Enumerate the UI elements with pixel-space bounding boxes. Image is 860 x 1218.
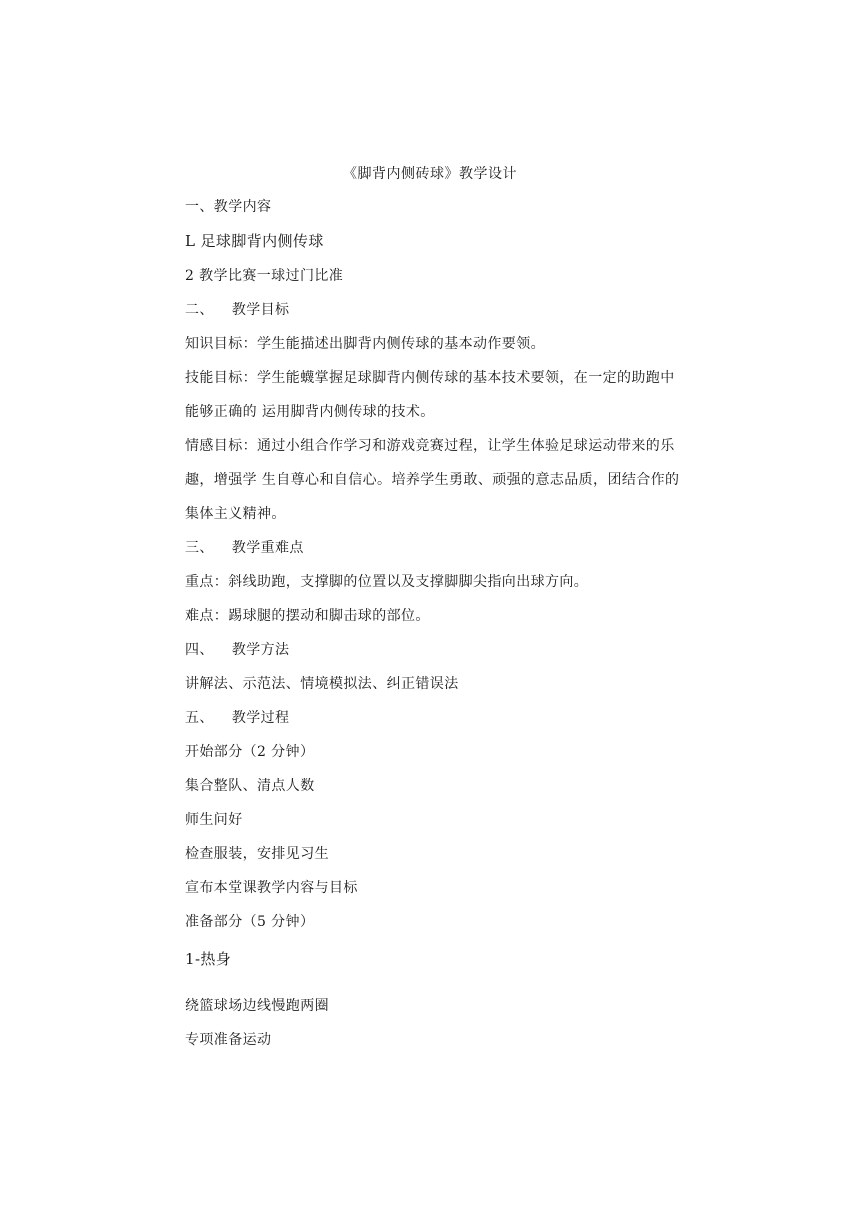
warmup-item-2: 专项准备运动 xyxy=(185,1032,272,1048)
knowledge-objective: 知识目标：学生能描述出脚背内侧传球的基本动作要领。 xyxy=(185,336,545,352)
section-5-number: 五、 xyxy=(185,710,214,726)
emotion-objective-line-1: 情感目标：通过小组合作学习和游戏竞赛过程，让学生体验足球运动带来的乐 xyxy=(185,438,675,454)
start-item-3: 检查服装，安排见习生 xyxy=(185,846,329,862)
section-3-heading xyxy=(185,537,304,557)
section-3-number: 三、 xyxy=(185,540,214,556)
prep-part: 准备部分（5 分钟） xyxy=(185,914,315,930)
start-item-2: 师生问好 xyxy=(185,812,243,828)
emotion-objective-line-3: 集体主义精神。 xyxy=(185,506,286,522)
section-1-heading: 一、教学内容 xyxy=(185,199,272,215)
skill-objective-line-1: 技能目标：学生能蠛掌握足球脚背内侧传球的基本技术要领，在一定的助跑中 xyxy=(185,370,675,386)
teaching-methods: 讲解法、示范法、情境模拟法、纠正错误法 xyxy=(185,676,459,692)
warmup-heading: 1-热身 xyxy=(185,950,232,968)
section-2-text: 教学目标 xyxy=(231,302,290,318)
difficulty-point: 难点：踢球腿的摆动和脚击球的部位。 xyxy=(185,608,430,624)
section-4-heading xyxy=(185,639,289,659)
section-5-heading xyxy=(185,707,289,727)
section-3-text: 教学重难点 xyxy=(231,540,304,556)
warmup-item-1: 绕篮球场边线慢跑两圈 xyxy=(185,998,329,1014)
document-title: 《脚背内侧砖球》教学设计 xyxy=(343,166,517,182)
key-point: 重点：斜线助跑，支撑脚的位置以及支撑脚脚尖指向出球方向。 xyxy=(185,574,589,590)
start-item-4: 宣布本堂课教学内容与目标 xyxy=(185,880,358,896)
section-2-number: 二、 xyxy=(185,302,214,318)
section-1-item-1: L 足球脚背内侧传球 xyxy=(185,232,324,250)
start-item-1: 集合整队、清点人数 xyxy=(185,778,315,794)
skill-objective-line-2: 能够正确的 运用脚背内侧传球的技术。 xyxy=(185,404,435,420)
section-1-item-2: 2 教学比赛一球过门比准 xyxy=(185,268,344,284)
section-2-heading xyxy=(185,299,289,319)
section-4-number: 四、 xyxy=(185,642,214,658)
start-part: 开始部分（2 分钟） xyxy=(185,744,315,760)
section-5-text: 教学过程 xyxy=(231,710,290,726)
emotion-objective-line-2: 趣，增强学 生自尊心和自信心。培养学生勇敢、顽强的意志品质，团结合作的 xyxy=(185,472,680,488)
section-4-text: 教学方法 xyxy=(231,642,290,658)
